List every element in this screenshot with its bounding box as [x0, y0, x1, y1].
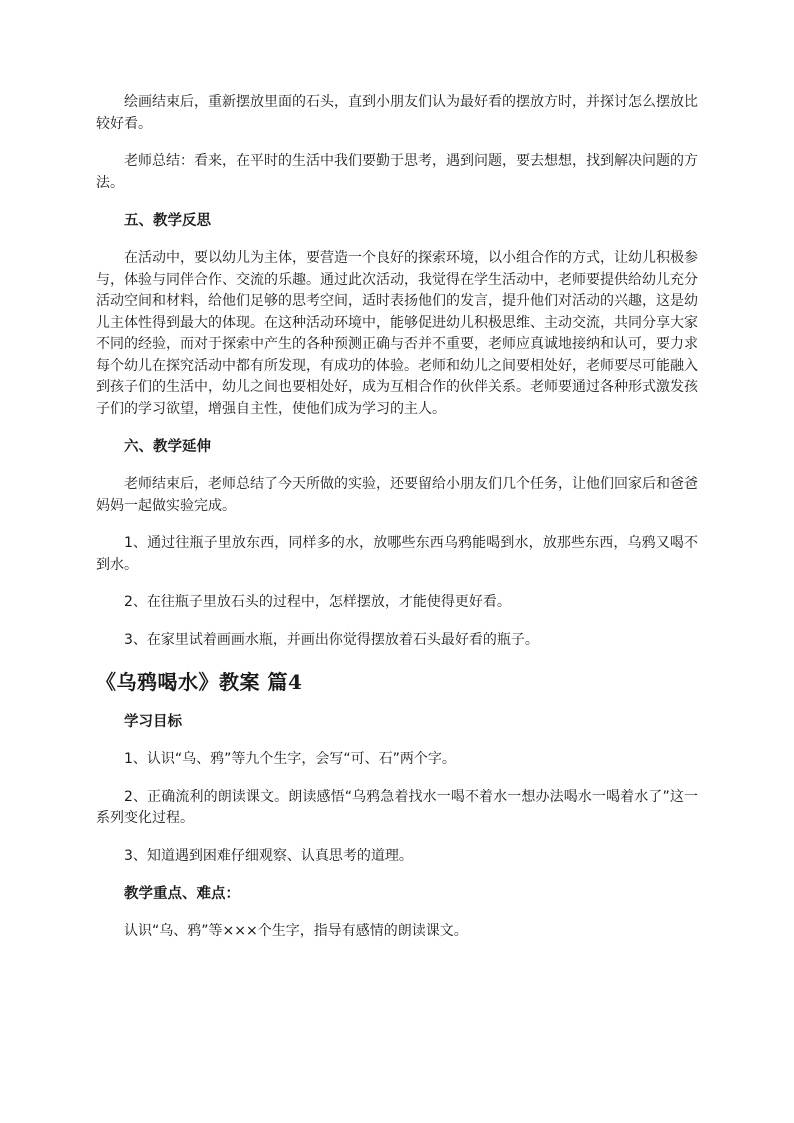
heading-teaching-extension: 六、教学延伸 — [124, 439, 211, 455]
extension-item-1: 1、通过往瓶子里放东西，同样多的水，放哪些东西乌鸦能喝到水，放那些东西，乌鸦又喝不到水。 — [96, 535, 698, 573]
section-title: 《乌鸦喝水》教案 篇4 — [96, 670, 303, 694]
paragraph-teacher-summary: 老师总结：看来，在平时的生活中我们要勤于思考，遇到问题，要去想想，找到解决问题的方法。 — [96, 153, 698, 191]
extension-item-2: 2、在往瓶子里放石头的过程中，怎样摆放，才能使得更好看。 — [124, 594, 511, 610]
extension-item-3: 3、在家里试着画画水瓶，并画出你觉得摆放着石头最好看的瓶子。 — [124, 631, 539, 648]
goal-item-2: 2、正确流利的朗读课文。朗读感悟“乌鸦急着找水一喝不着水一想办法喝水一喝着水了”这一系列变化过程。 — [96, 788, 698, 826]
goal-item-1: 1、认识“乌、鸦”等九个生字，会写“可、石”两个字。 — [124, 751, 456, 767]
paragraph-drawing-end: 绘画结束后，重新摆放里面的石头，直到小朋友们认为最好看的摆放方时，并探讨怎么摆放比较好看。 — [96, 94, 698, 132]
paragraph-key-points: 认识“乌、鸦”等×××个生字，指导有感情的朗读课文。 — [124, 923, 468, 939]
heading-teaching-reflection: 五、教学反思 — [124, 213, 211, 229]
document-page — [96, 92, 698, 959]
paragraph-reflection: 在活动中，要以幼儿为主体，要营造一个良好的探索环境，以小组合作的方式，让幼儿积极参与，体验与同伴合作、交流的乐趣。通过此次活动，我觉得在学生活动中，老师要提供给幼儿充分活动空间和材料，给他们足够的思考空间，适时表扬他们的发言，提升他们对活动的兴趣，这是幼儿主体性得到最大的体现。在这种活动环境中，能够促进幼儿积极思维、主动交流，共同分享大家不同的经验，而对于探索中产生的各种预测正确与否并不重要，老师应真诚地接纳和认可，要力求每个幼儿在探究活动中都有所发现，有成功的体验。老师和幼儿之间要相处好，老师要尽可能融入到孩子们的生活中，幼儿之间也要相处好，成为互相合作的伙伴关系。老师要通过各种形式激发孩子们的学习欲望，增强自主性，使他们成为学习的主人。 — [96, 250, 698, 417]
paragraph-extension-intro: 老师结束后，老师总结了今天所做的实验，还要留给小朋友们几个任务，让他们回家后和爸爸妈妈一起做实验完成。 — [96, 476, 698, 514]
heading-key-points: 教学重点、难点： — [124, 886, 240, 902]
heading-learning-goals: 学习目标 — [124, 714, 182, 730]
goal-item-3: 3、知道遇到困难仔细观察、认真思考的道理。 — [124, 847, 413, 864]
